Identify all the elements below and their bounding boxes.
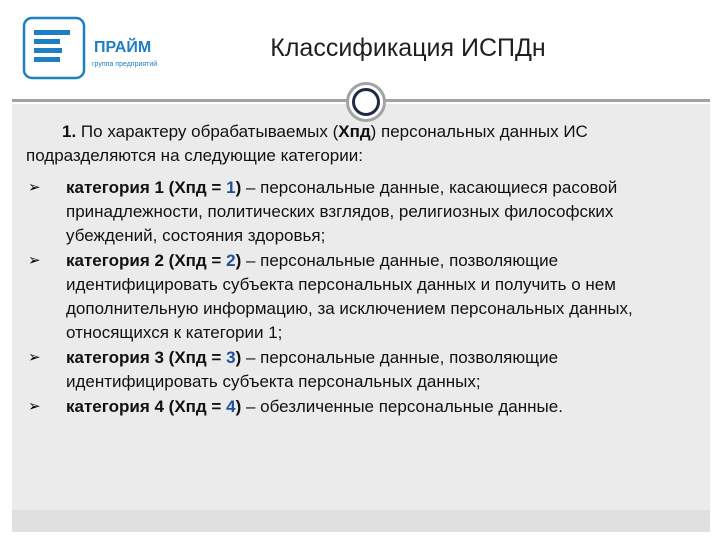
slide (8, 4, 710, 532)
arrow-bullet-icon: ➢ (28, 398, 41, 415)
list-item (26, 346, 706, 394)
arrow-bullet-icon: ➢ (28, 179, 41, 196)
footer-band (12, 510, 710, 532)
category-label: категория 2 ( (66, 251, 175, 270)
category-label: категория 3 ( (66, 348, 175, 367)
category-code-prefix: Хпд = (174, 251, 227, 270)
category-code-value: 2 (226, 251, 236, 270)
category-code-prefix: Хпд = (174, 348, 227, 367)
category-description: – персональные данные, касающиеся расовой принадлежности, политических взглядов, религиозных философских убеждений, состояния здоровья; (66, 178, 618, 245)
category-code-value: 3 (226, 348, 236, 367)
intro-paragraph (26, 120, 706, 168)
category-description: – персональные данные, позволяющие идентифицировать субъекта персональных данных; (66, 348, 559, 391)
category-code-close: ) (235, 178, 242, 197)
logo-name: ПРАЙМ (94, 39, 152, 56)
content-panel (12, 104, 710, 510)
category-label: категория 1 ( (66, 178, 175, 197)
list-item (26, 395, 706, 419)
category-code-prefix: Хпд = (174, 397, 227, 416)
category-description: – обезличенные персональные данные. (241, 397, 563, 416)
logo-tagline: группа предприятий (92, 61, 158, 68)
category-code-prefix: Хпд = (174, 178, 227, 197)
category-code-close: ) (235, 397, 242, 416)
arrow-bullet-icon: ➢ (28, 252, 41, 269)
ring-icon (346, 82, 386, 122)
intro-number: 1. (62, 122, 77, 141)
category-list (26, 176, 706, 420)
category-code-close: ) (235, 348, 242, 367)
category-label: категория 4 ( (66, 397, 175, 416)
category-code-value: 4 (226, 397, 236, 416)
list-item (26, 249, 706, 345)
category-code-close: ) (235, 251, 242, 270)
page-title: Классификация ИСПДн (270, 34, 546, 62)
category-code-value: 1 (226, 178, 236, 197)
intro-term: Хпд (338, 122, 371, 141)
intro-text-before: По характеру обрабатываемых ( (80, 122, 339, 141)
intro-text-after: ) персональных данных ИС подразделяются на следующие категории: (26, 122, 588, 165)
prime-logo (22, 16, 172, 86)
list-item (26, 176, 706, 248)
category-description: – персональные данные, позволяющие идентифицировать субъекта персональных данных и получить о нем дополнительную информацию, за исключением персональных данных, относящихся к категории 1; (66, 251, 633, 342)
arrow-bullet-icon: ➢ (28, 349, 41, 366)
